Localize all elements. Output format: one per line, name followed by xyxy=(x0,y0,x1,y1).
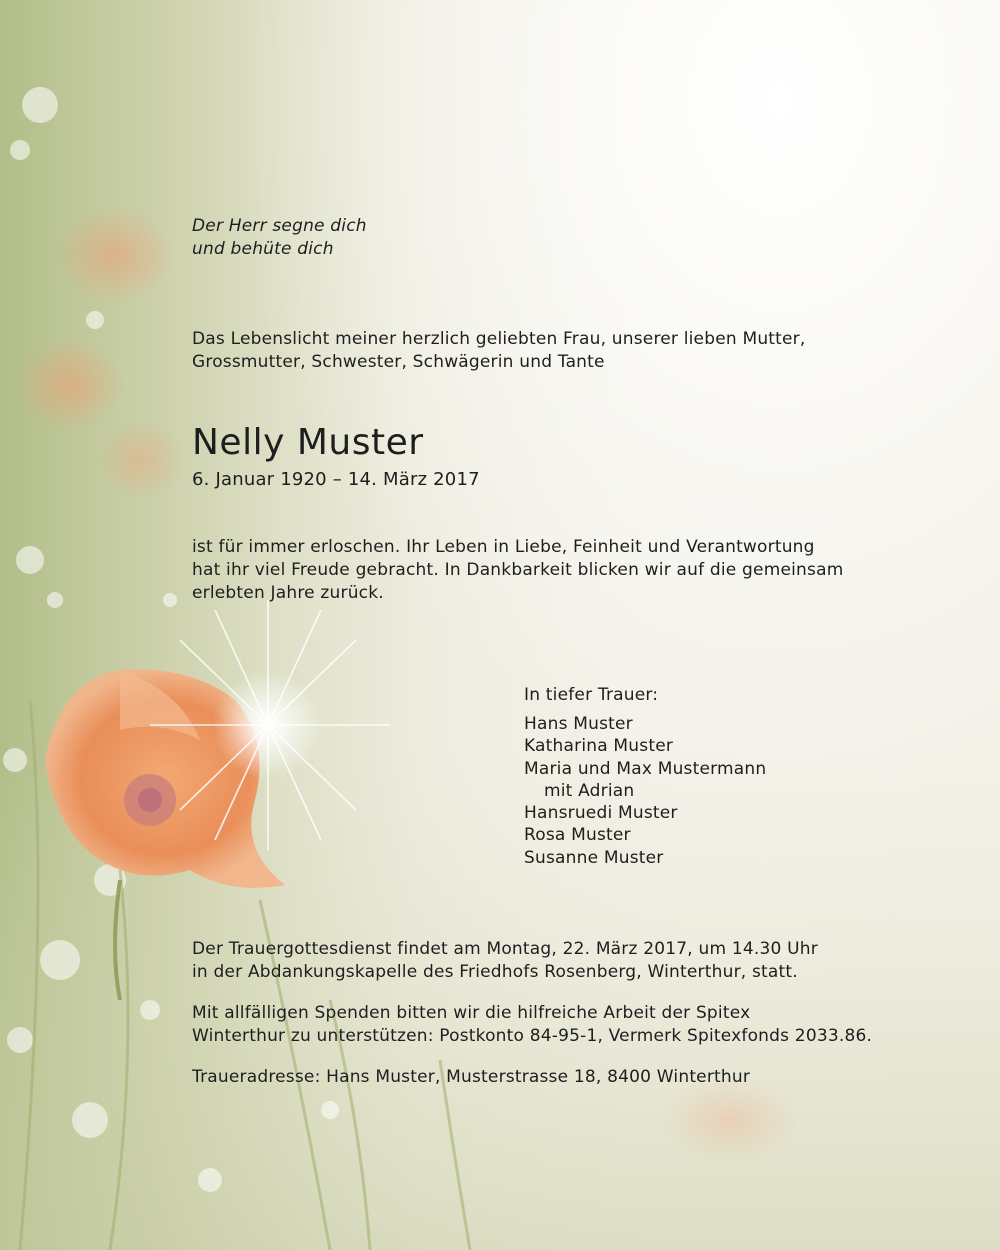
mourner-name: Katharina Muster xyxy=(524,736,674,757)
tribute-line: ist für immer erloschen. Ihr Leben in Liebe, Feinheit und Verantwortung xyxy=(192,537,815,557)
service-line: Der Trauergottesdienst findet am Montag, 22. März 2017, um 14.30 Uhr xyxy=(192,939,818,959)
tribute-line: erlebten Jahre zurück. xyxy=(192,583,384,603)
service-details xyxy=(192,938,872,1089)
mourning-address: Traueradresse: Hans Muster, Musterstrasse 18, 8400 Winterthur xyxy=(192,1067,751,1087)
donation-info xyxy=(192,1002,872,1048)
service-info xyxy=(192,938,872,984)
intro-line: Grossmutter, Schwester, Schwägerin und Tante xyxy=(192,352,605,372)
mourner-name: Rosa Muster xyxy=(524,825,631,846)
bible-verse xyxy=(192,215,367,261)
intro-text xyxy=(192,328,805,374)
mourning-heading: In tiefer Trauer: xyxy=(524,685,659,705)
donation-line: Winterthur zu unterstützen: Postkonto 84-95-1, Vermerk Spitexfonds 2033.86. xyxy=(192,1026,873,1046)
verse-line: Der Herr segne dich xyxy=(192,216,367,236)
verse-line: und behüte dich xyxy=(192,239,334,259)
mourner-name: mit Adrian xyxy=(544,780,635,801)
mourner-name: Susanne Muster xyxy=(524,847,664,868)
tribute-line: hat ihr viel Freude gebracht. In Dankbarkeit blicken wir auf die gemeinsam xyxy=(192,560,844,580)
deceased-name: Nelly Muster xyxy=(192,422,424,463)
mourner-name: Hansruedi Muster xyxy=(524,803,678,824)
life-dates: 6. Januar 1920 – 14. März 2017 xyxy=(192,469,480,490)
service-line: in der Abdankungskapelle des Friedhofs Rosenberg, Winterthur, statt. xyxy=(192,962,798,982)
donation-line: Mit allfälligen Spenden bitten wir die hilfreiche Arbeit der Spitex xyxy=(192,1003,751,1023)
mourner-name: Maria und Max Mustermann xyxy=(524,758,767,779)
tribute-text xyxy=(192,536,843,605)
intro-line: Das Lebenslicht meiner herzlich geliebten Frau, unserer lieben Mutter, xyxy=(192,329,806,349)
mourner-name: Hans Muster xyxy=(524,714,633,734)
mourners-list xyxy=(524,684,766,869)
